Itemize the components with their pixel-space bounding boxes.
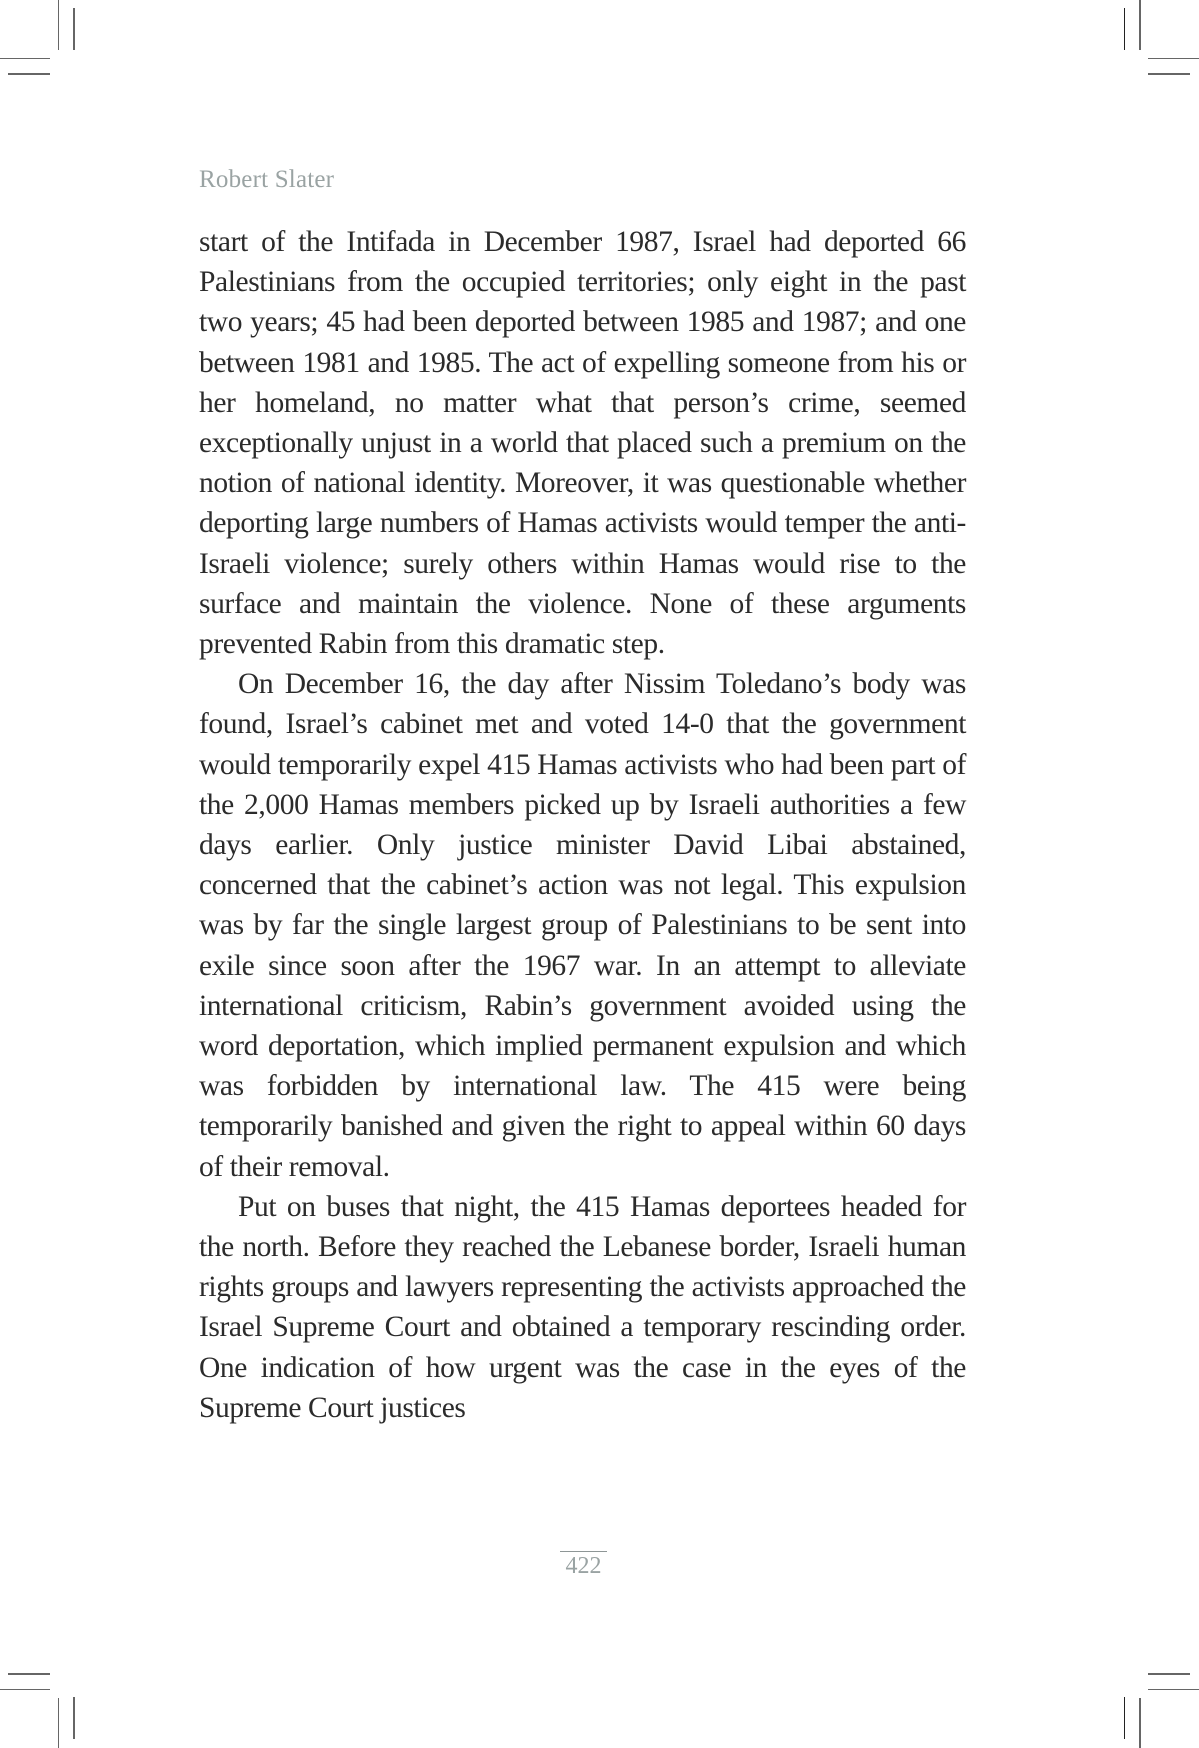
crop-mark-bottom-left-v2 — [73, 1697, 75, 1739]
paragraph: start of the Intifada in December 1987, Israel had deported 66 Palestinians from the occupied territories; only eight in the past two years; 45 had been deported between 1985 and 1987; and one between 1981 and 1985. The act of expelling someone from his or her homeland, no matter what that person’s crime, seemed exceptionally unjust in a world that placed such a premium on the notion of national identity. Moreover, it was questionable whether deporting large numbers of Hamas activists would temper the anti-Israeli violence; surely others within Hamas would rise to the surface and maintain the violence. None of these arguments prevented Rabin from this dramatic step. — [199, 226, 966, 661]
paragraph: Put on buses that night, the 415 Hamas deportees headed for the north. Before they reached the Lebanese border, Israeli human rights groups and lawyers representing the activists approached the Israel Supreme Court and obtained a temporary rescinding order. One indication of how urgent was the case in the eyes of the Supreme Court justices — [199, 1190, 966, 1424]
crop-mark-bottom-right-v1 — [1124, 1697, 1125, 1739]
crop-mark-top-right-v2 — [1139, 0, 1141, 50]
crop-mark-top-left-h1 — [0, 58, 50, 59]
crop-mark-top-right-h1 — [1148, 58, 1199, 59]
crop-mark-bottom-left-h2 — [0, 1689, 50, 1690]
crop-mark-top-right-h2 — [1148, 73, 1190, 75]
crop-mark-bottom-left-h1 — [8, 1673, 50, 1675]
crop-mark-bottom-left-v1 — [58, 1698, 59, 1748]
crop-mark-top-left-v2 — [73, 8, 75, 50]
body-text — [199, 222, 966, 1428]
page-number: 422 — [565, 1553, 602, 1579]
page-number-rule — [560, 1551, 607, 1552]
running-head-author: Robert Slater — [199, 166, 335, 193]
crop-mark-bottom-right-h2 — [1148, 1689, 1199, 1690]
crop-mark-top-right-v1 — [1124, 8, 1125, 50]
crop-mark-bottom-right-v2 — [1139, 1698, 1141, 1748]
crop-mark-top-left-h2 — [8, 73, 50, 75]
crop-mark-top-left-v1 — [58, 0, 59, 50]
paragraph: On December 16, the day after Nissim Toledano’s body was found, Israel’s cabinet met and voted 14-0 that the government would temporarily expel 415 Hamas activists who had been part of the 2,000 Hamas members picked up by Israeli authorities a few days earlier. Only justice minister David Libai abstained, concerned that the cabinet’s action was not legal. This expulsion was by far the single largest group of Palestinians to be sent into exile since soon after the 1967 war. In an attempt to alleviate international criticism, Rabin’s government avoided using the word deportation, which implied permanent expulsion and which was forbidden by international law. The 415 were being temporarily banished and given the right to appeal within 60 days of their removal. — [199, 668, 966, 1183]
crop-mark-bottom-right-h1 — [1148, 1673, 1190, 1675]
